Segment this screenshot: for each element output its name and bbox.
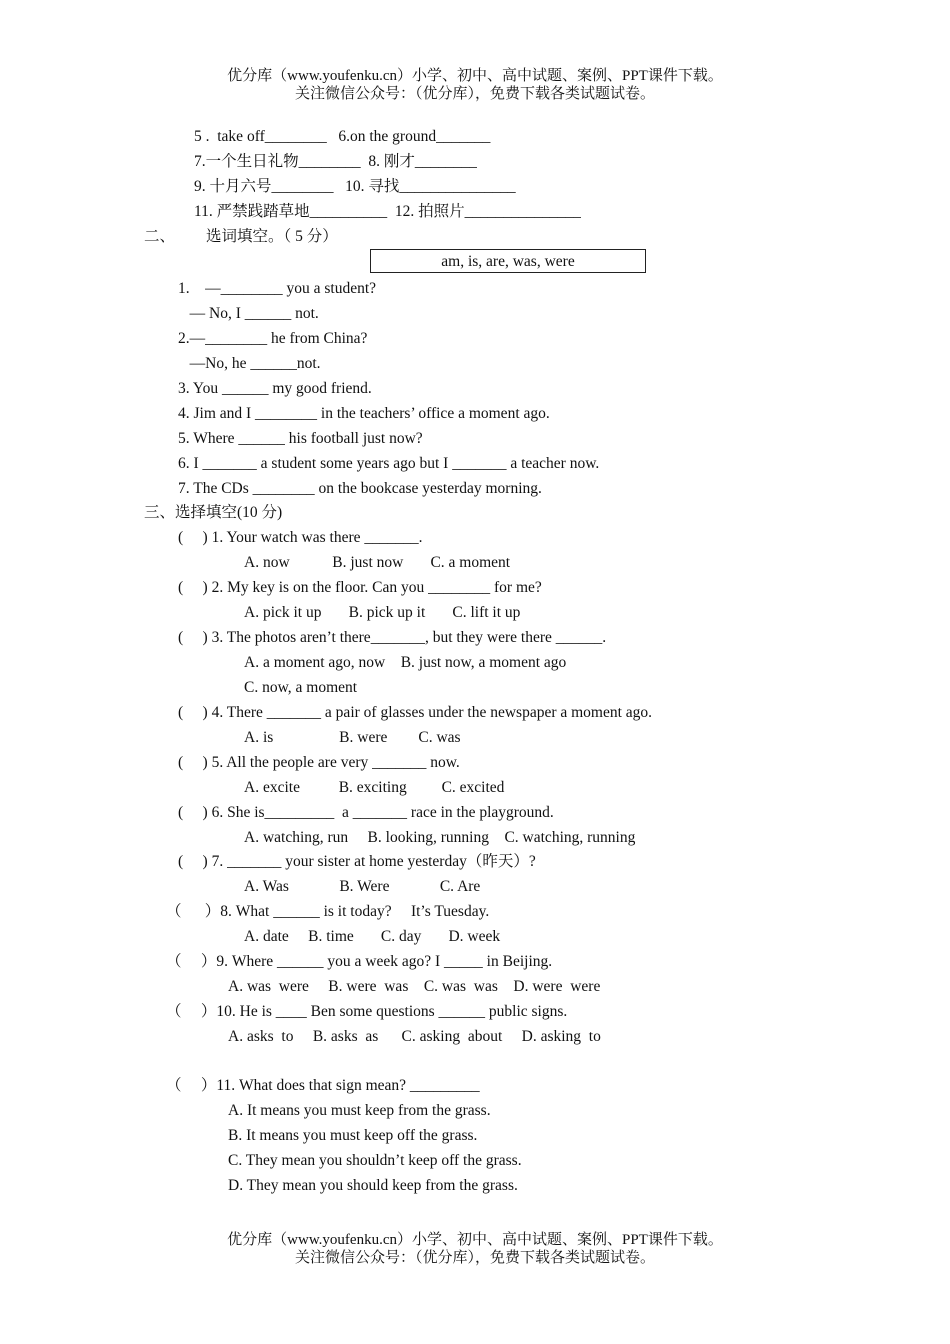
answer-options: A. was were B. were was C. was was D. were were (228, 978, 601, 995)
answer-options: C. now, a moment (244, 679, 358, 696)
question-line: （ ）10. He is ____ Ben some questions ______ public signs. (166, 1003, 568, 1020)
answer-options: A. It means you must keep from the grass. (228, 1102, 491, 1119)
vocab-row: 7.一个生日礼物________ 8. 刚才________ (194, 153, 477, 170)
question-line: 1. —________ you a student? (178, 280, 377, 297)
answer-options: A. watching, run B. looking, running C. watching, running (244, 829, 636, 846)
question-line: ( ) 1. Your watch was there _______. (178, 529, 423, 546)
question-line: ( ) 3. The photos aren’t there_______, but they were there ______. (178, 629, 607, 646)
question-line: ( ) 7. _______ your sister at home yesterday（昨天）? (178, 853, 536, 870)
footer-line-1: 优分库（www.youfenku.cn）小学、初中、高中试题、案例、PPT课件下载。 (227, 1232, 723, 1248)
header-line-1: 优分库（www.youfenku.cn）小学、初中、高中试题、案例、PPT课件下载。 (227, 68, 723, 84)
question-line: 3. You ______ my good friend. (178, 380, 372, 397)
page-footer (0, 1231, 950, 1267)
vocab-row: 11. 严禁践踏草地__________ 12. 拍照片_______________ (194, 203, 581, 220)
answer-options: A. a moment ago, now B. just now, a moment ago (244, 654, 567, 671)
question-line: 2.—________ he from China? (178, 330, 368, 347)
answer-options: A. Was B. Were C. Are (244, 878, 481, 895)
question-line: —No, he ______not. (178, 355, 321, 372)
section-title: 二、 选词填空。（ 5 分） (144, 228, 338, 245)
question-line: ( ) 4. There _______ a pair of glasses under the newspaper a moment ago. (178, 704, 653, 721)
question-line: — No, I ______ not. (178, 305, 319, 322)
question-line: 7. The CDs ________ on the bookcase yesterday morning. (178, 480, 542, 497)
answer-options: A. date B. time C. day D. week (244, 928, 501, 945)
question-line: 4. Jim and I ________ in the teachers’ office a moment ago. (178, 405, 550, 422)
question-line: （ ）8. What ______ is it today? It’s Tuesday. (166, 903, 490, 920)
question-line: ( ) 6. She is_________ a _______ race in the playground. (178, 804, 554, 821)
page-header (0, 67, 950, 103)
header-line-2: 关注微信公众号：（优分库），免费下载各类试题试卷。 (294, 86, 655, 102)
answer-options: A. now B. just now C. a moment (244, 554, 511, 571)
question-line: ( ) 5. All the people are very _______ now. (178, 754, 460, 771)
answer-options: B. It means you must keep off the grass. (228, 1127, 478, 1144)
vocab-row: 9. 十月六号________ 10. 寻找_______________ (194, 178, 516, 195)
vocab-row: 5 . take off________ 6.on the ground_______ (194, 128, 491, 145)
answer-options: A. pick it up B. pick up it C. lift it up (244, 604, 521, 621)
answer-options: A. is B. were C. was (244, 729, 461, 746)
question-line: 6. I _______ a student some years ago but I _______ a teacher now. (178, 455, 600, 472)
question-line: （ ）9. Where ______ you a week ago? I _____ in Beijing. (166, 953, 553, 970)
answer-options: C. They mean you shouldn’t keep off the grass. (228, 1152, 522, 1169)
footer-line-2: 关注微信公众号：（优分库），免费下载各类试题试卷。 (294, 1250, 655, 1266)
section-title: 三、选择填空(10 分) (144, 504, 283, 521)
question-line: （ ）11. What does that sign mean? _________ (166, 1077, 480, 1094)
answer-options: A. asks to B. asks as C. asking about D. asking to (228, 1028, 601, 1045)
question-line: 5. Where ______ his football just now? (178, 430, 423, 447)
answer-options: A. excite B. exciting C. excited (244, 779, 505, 796)
question-line: ( ) 2. My key is on the floor. Can you ________ for me? (178, 579, 542, 596)
word-bank-box: am, is, are, was, were (370, 249, 646, 273)
answer-options: D. They mean you should keep from the grass. (228, 1177, 518, 1194)
